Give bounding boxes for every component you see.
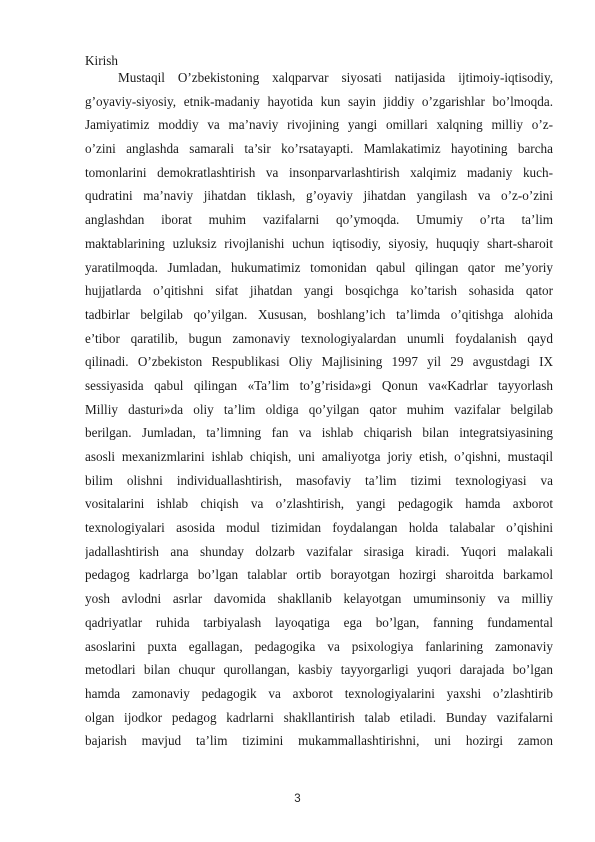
text-line: Mustaqil O’zbekistoning xalqparvar siyosati natijasida ijtimoiy-iqtisodiy,	[118, 70, 553, 85]
text-line: asoslarini puxta egallagan, pedagogika va psixologiya fanlarining zamonaviy	[85, 638, 553, 654]
text-line: o’zini anglashda samarali ta’sir ko’rsatayapti. Mamlakatimiz hayotining barcha	[85, 141, 553, 157]
text-line: yosh avlodni asrlar davomida shakllanib kelayotgan umuminsoniy va milliy	[85, 591, 553, 607]
text-line: texnologiyalari asosida modul tizimidan foydalangan holda talabalar o’qishini	[85, 520, 553, 536]
text-line: qadriyatlar ruhida tarbiyalash layoqatiga ega bo’lgan, fanning fundamental	[85, 614, 553, 630]
text-line: qudratini ma’naviy jihatdan tiklash, g’oyaviy jihatdan yangilash va o’z-o’zini	[85, 188, 553, 204]
text-line: tomonlarini demokratlashtirish va insonparvarlashtirish xalqimiz madaniy kuch-	[85, 164, 553, 180]
text-line: Jamiyatimiz moddiy va ma’naviy rivojining yangi omillari xalqning milliy o’z-	[85, 117, 553, 133]
section-heading: Kirish	[85, 53, 118, 68]
text-line: bajarish mavjud ta’lim tizimini mukammallashtirishni, uni hozirgi zamon	[85, 733, 553, 749]
text-line: g’oyaviy-siyosiy, etnik-madaniy hayotida kun sayin jiddiy o’zgarishlar bo’lmoqda.	[85, 93, 553, 109]
text-line: qilinadi. O’zbekiston Respublikasi Oliy Majlisining 1997 yil 29 avgustdagi IX	[85, 354, 553, 370]
text-line: bilim olishni individuallashtirish, masofaviy ta’lim tizimi texnologiyasi va	[85, 472, 553, 488]
text-line: pedagog kadrlarga bo’lgan talablar ortib borayotgan hozirgi sharoitda barkamol	[85, 567, 553, 583]
text-line: jadallashtirish ana shunday dolzarb vazifalar sirasiga kiradi. Yuqori malakali	[85, 543, 553, 559]
text-line: yaratilmoqda. Jumladan, hukumatimiz tomonidan qabul qilingan qator me’yoriy	[85, 259, 553, 275]
text-line: berilgan. Jumladan, ta’limning fan va ishlab chiqarish bilan integratsiyasining	[85, 425, 553, 441]
text-line: Milliy dasturi»da oliy ta’lim oldiga qo’yilgan qator muhim vazifalar belgilab	[85, 401, 553, 417]
text-line: maktablarining uzluksiz rivojlanishi uchun iqtisodiy, siyosiy, huquqiy shart-sharoit	[85, 235, 553, 251]
text-line: hujjatlarda o’qitishni sifat jihatdan yangi bosqichga ko’tarish sohasida qator	[85, 283, 553, 299]
text-line: olgan ijodkor pedagog kadrlarni shakllantirish talab etiladi. Bunday vazifalarni	[85, 709, 553, 725]
text-line: vositalarini ishlab chiqish va o’zlashtirish, yangi pedagogik hamda axborot	[85, 496, 553, 512]
text-line: anglashdan iborat muhim vazifalarni qo’ymoqda. Umumiy o’rta ta’lim	[85, 212, 553, 228]
text-line: tadbirlar belgilab qo’yilgan. Xususan, boshlang’ich ta’limda o’qitishga alohida	[85, 306, 553, 322]
text-line: sessiyasida qabul qilingan «Ta’lim to’g’risida»gi Qonun va«Kadrlar tayyorlash	[85, 377, 553, 393]
text-line: hamda zamonaviy pedagogik va axborot texnologiyalarini yaxshi o’zlashtirib	[85, 685, 553, 701]
page-number: 3	[294, 793, 301, 805]
text-line: asosli mexanizmlarini ishlab chiqish, uni amaliyotga joriy etish, o’qishni, mustaqil	[85, 449, 553, 464]
text-line: metodlari bilan chuqur qurollangan, kasbiy tayyorgarligi yuqori darajada bo’lgan	[85, 662, 553, 678]
text-line: e’tibor qaratilib, bugun zamonaviy texnologiyalardan unumli foydalanish qayd	[85, 330, 553, 346]
body-text	[85, 69, 553, 756]
